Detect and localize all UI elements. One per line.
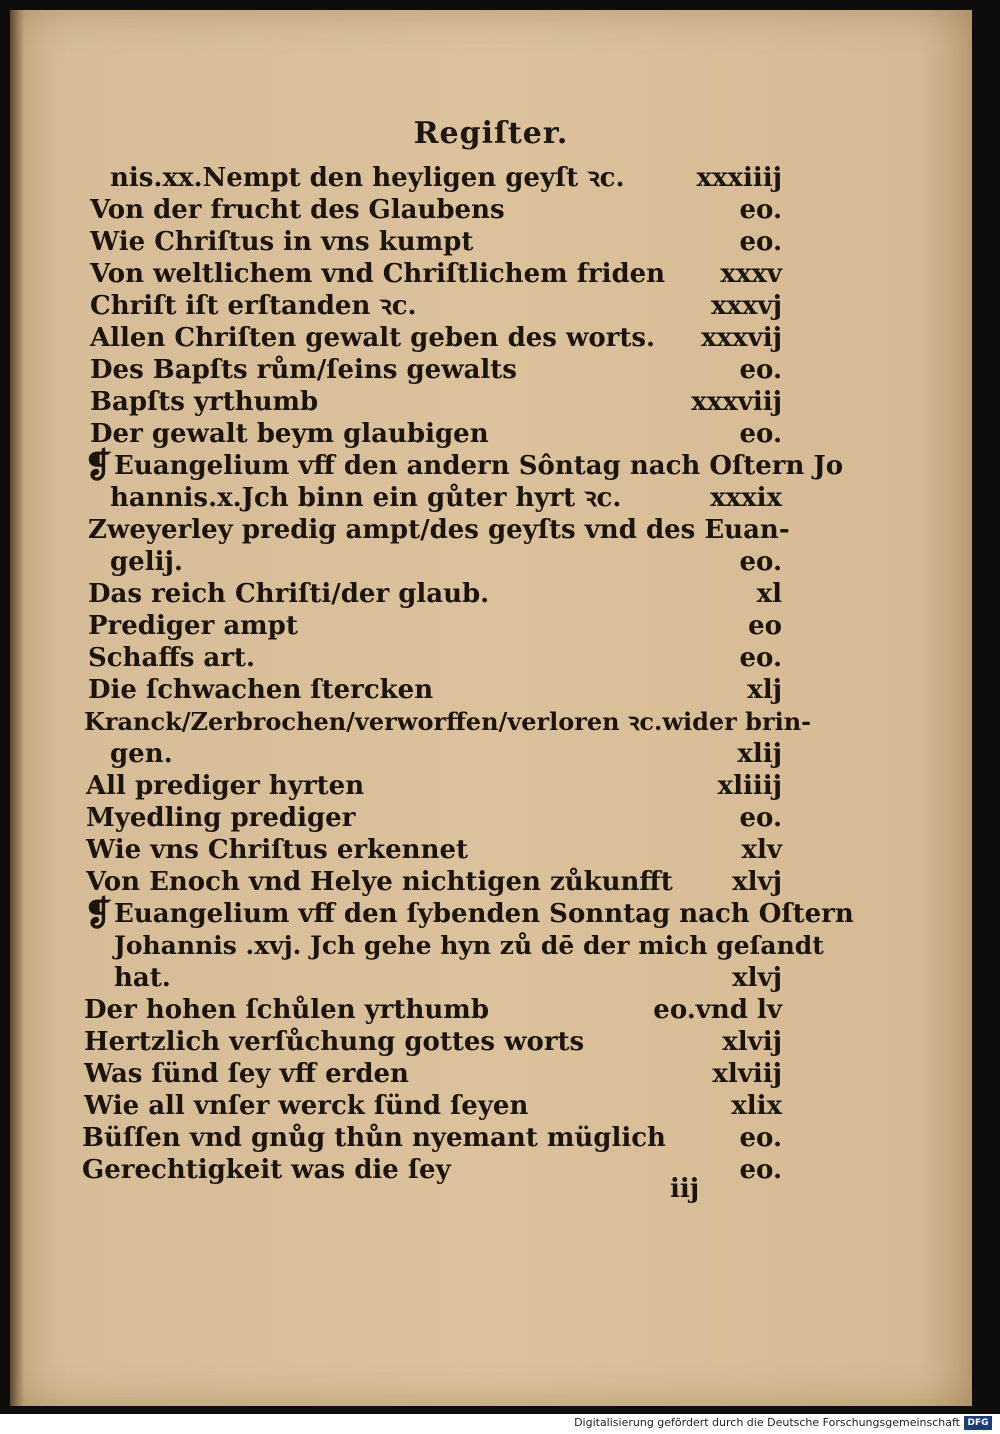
entry-text: Von weltlichem vnd Chriſtlichem friden: [90, 259, 666, 289]
page-folio: iij: [670, 1174, 700, 1204]
entry-text: Der hohen ſchůlen yrthumb: [84, 995, 489, 1025]
pilcrow-icon: ❡: [84, 894, 113, 934]
register-entry: [10, 834, 972, 866]
entry-text: Was ſünd ſey vff erden: [84, 1059, 409, 1089]
register-entry: [10, 962, 972, 994]
entry-page: eo.: [739, 643, 782, 673]
entry-text: Wie all vnſer werck ſünd ſeyen: [84, 1091, 529, 1121]
register-entry: [10, 1058, 972, 1090]
register-entry: [10, 162, 972, 194]
register-entry: [10, 514, 972, 546]
entry-text: Allen Chriſten gewalt geben des worts.: [90, 323, 656, 353]
entry-text: Büſſen vnd gnůg thůn nyemant müglich: [82, 1123, 666, 1153]
entry-text: Das reich Chriſti/der glaub.: [88, 579, 490, 609]
entry-page: eo.: [739, 1155, 782, 1185]
entry-page: xlj: [747, 675, 782, 705]
entry-page: xl: [756, 579, 782, 609]
section-heading: [10, 894, 972, 934]
entry-text: Johannis .xvj. Jch gehe hyn zů dē der mich geſandt: [114, 931, 824, 960]
entry-page: xlvj: [732, 963, 782, 993]
register-entry: [10, 386, 972, 418]
register-entry: [10, 194, 972, 226]
entry-page: xlv: [741, 835, 782, 865]
entry-page: xlviij: [712, 1059, 782, 1089]
entry-page: xlij: [737, 739, 782, 769]
entry-page: eo.: [739, 803, 782, 833]
register-entry: [10, 290, 972, 322]
register-entry: [10, 1026, 972, 1058]
entry-page: eo: [748, 611, 782, 641]
entry-text: Euangelium vff den andern Sôntag nach Oſtern Jo: [114, 451, 844, 481]
register-entry: [10, 226, 972, 258]
entry-page: eo.vnd lv: [653, 995, 782, 1025]
entry-page: xxxv: [720, 259, 782, 289]
entry-page: eo.: [739, 1123, 782, 1153]
register-entry: [10, 674, 972, 706]
section-heading: [10, 446, 972, 486]
entry-text: All prediger hyrten: [86, 771, 365, 801]
entry-page: xxxvj: [710, 291, 782, 321]
register-entry: [10, 994, 972, 1026]
entry-text: Zweyerley predig ampt/des geyſts vnd des Euan‑: [88, 515, 790, 545]
entry-page: eo.: [739, 547, 782, 577]
entry-text: Hertzlich verſůchung gottes worts: [84, 1027, 585, 1057]
entry-text: hat.: [114, 963, 171, 993]
entry-page: xxxviij: [691, 387, 782, 417]
entry-text: Schaffs art.: [88, 643, 255, 673]
entry-text: Der gewalt beym glaubigen: [90, 419, 489, 449]
funding-credit: Digitalisierung gefördert durch die Deutsche Forschungsgemeinschaft: [574, 1416, 960, 1429]
digitization-footer: [0, 1414, 1000, 1434]
entry-text: Wie vns Chriſtus erkennet: [86, 835, 469, 865]
register-entry: [10, 1090, 972, 1122]
register-entry: [10, 930, 972, 962]
entry-text: gen.: [110, 739, 173, 769]
register-entry: [10, 258, 972, 290]
register-entry: [10, 1122, 972, 1154]
register-entry: [10, 866, 972, 898]
entry-page: xlvij: [722, 1027, 782, 1057]
entry-text: Kranck/Zerbrochen/verworffen/verloren ꝛc.wider brin‑: [84, 707, 812, 736]
register-entry: [10, 610, 972, 642]
register-entry: [10, 802, 972, 834]
entry-text: Prediger ampt: [88, 611, 298, 641]
entry-text: Von der frucht des Glaubens: [90, 195, 505, 225]
register-entry: [10, 546, 972, 578]
entry-text: hannis.x.Jch binn ein gůter hyrt ꝛc.: [110, 483, 622, 513]
entry-text: Bapſts yrthumb: [90, 387, 319, 417]
entry-text: Myedling prediger: [86, 803, 356, 833]
entry-page: xlvj: [732, 867, 782, 897]
entry-text: nis.xx.Nempt den heyligen geyſt ꝛc.: [110, 163, 625, 193]
register-entry: [10, 418, 972, 450]
register-entry: [10, 770, 972, 802]
book-page: [10, 10, 972, 1406]
register-entry: [10, 578, 972, 610]
register-entry: [10, 482, 972, 514]
entry-text: Euangelium vff den ſybenden Sonntag nach Oſtern: [114, 899, 854, 929]
register-entry: [10, 354, 972, 386]
register-entry: [10, 322, 972, 354]
running-header: Regiſter.: [413, 116, 569, 151]
dfg-logo-icon: DFG: [964, 1416, 992, 1430]
register-entry: [10, 642, 972, 674]
register-entry: [10, 1154, 972, 1186]
entry-page: xxxiiij: [696, 163, 782, 193]
entry-page: eo.: [739, 355, 782, 385]
entry-page: xxxvij: [701, 323, 782, 353]
entry-text: Des Bapſts rům/ſeins gewalts: [90, 355, 517, 385]
entry-page: eo.: [739, 419, 782, 449]
entry-text: Gerechtigkeit was die ſey: [82, 1155, 451, 1185]
entry-text: Von Enoch vnd Helye nichtigen zůkunfft: [86, 867, 673, 897]
entry-text: Wie Chriſtus in vns kumpt: [90, 227, 474, 257]
entry-text: Die ſchwachen ſtercken: [88, 675, 434, 705]
entry-text: Chriſt iſt erſtanden ꝛc.: [90, 291, 417, 321]
entry-page: eo.: [739, 227, 782, 257]
entry-page: eo.: [739, 195, 782, 225]
entry-page: xliiij: [717, 771, 782, 801]
entry-page: xlix: [731, 1091, 782, 1121]
entry-page: xxxix: [710, 483, 782, 513]
pilcrow-icon: ❡: [84, 446, 113, 486]
entry-text: gelij.: [110, 547, 183, 577]
register-entry: [10, 738, 972, 770]
register-entry: [10, 706, 972, 738]
